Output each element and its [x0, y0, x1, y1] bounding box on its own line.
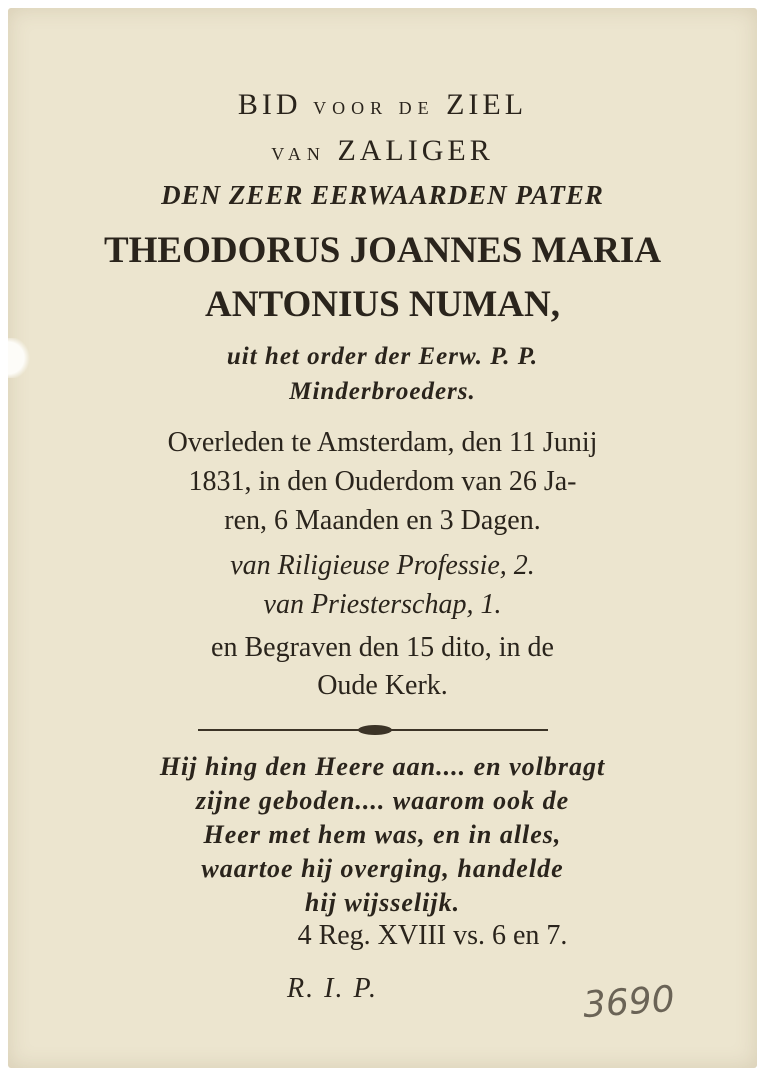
quote-line-1: Hij hing den Heere aan.... en volbragt [159, 752, 606, 781]
title-pater: DEN ZEER EERWAARDEN PATER [161, 180, 604, 210]
quote-line-3: Heer met hem was, en in alles, [203, 820, 562, 849]
death-line-3: ren, 6 Maanden en 3 Dagen. [224, 505, 541, 536]
header-line-2: VAN ZALIGER [271, 134, 494, 167]
ornamental-divider [198, 727, 548, 733]
burial-line-1: en Begraven den 15 dito, in de [211, 632, 554, 663]
profession-line-1: van Riligieuse Professie, 2. [230, 550, 535, 581]
quote-line-2: zijne geboden.... waarom ook de [195, 786, 570, 815]
quote-line-4: waartoe hij overging, handelde [201, 854, 564, 883]
order-line-1: uit het order der Eerw. P. P. [226, 343, 539, 370]
bible-reference: 4 Reg. XVIII vs. 6 en 7. [297, 920, 568, 951]
handwritten-archive-number: 3690 [581, 978, 676, 1027]
header-line-1: BID VOOR DE ZIEL [237, 88, 528, 121]
quote-line-5: hij wijsselijk. [304, 888, 461, 917]
death-line-1: Overleden te Amsterdam, den 11 Junij [167, 427, 598, 458]
burial-line-2: Oude Kerk. [317, 670, 448, 701]
deceased-name-line-1: THEODORUS JOANNES MARIA [103, 230, 662, 271]
rip-text: R. I. P. [287, 973, 378, 1004]
deceased-name-line-2: ANTONIUS NUMAN, [205, 284, 560, 325]
profession-line-2: van Priesterschap, 1. [263, 589, 502, 620]
death-line-2: 1831, in den Ouderdom van 26 Ja- [188, 466, 577, 497]
order-line-2: Minderbroeders. [289, 378, 476, 405]
